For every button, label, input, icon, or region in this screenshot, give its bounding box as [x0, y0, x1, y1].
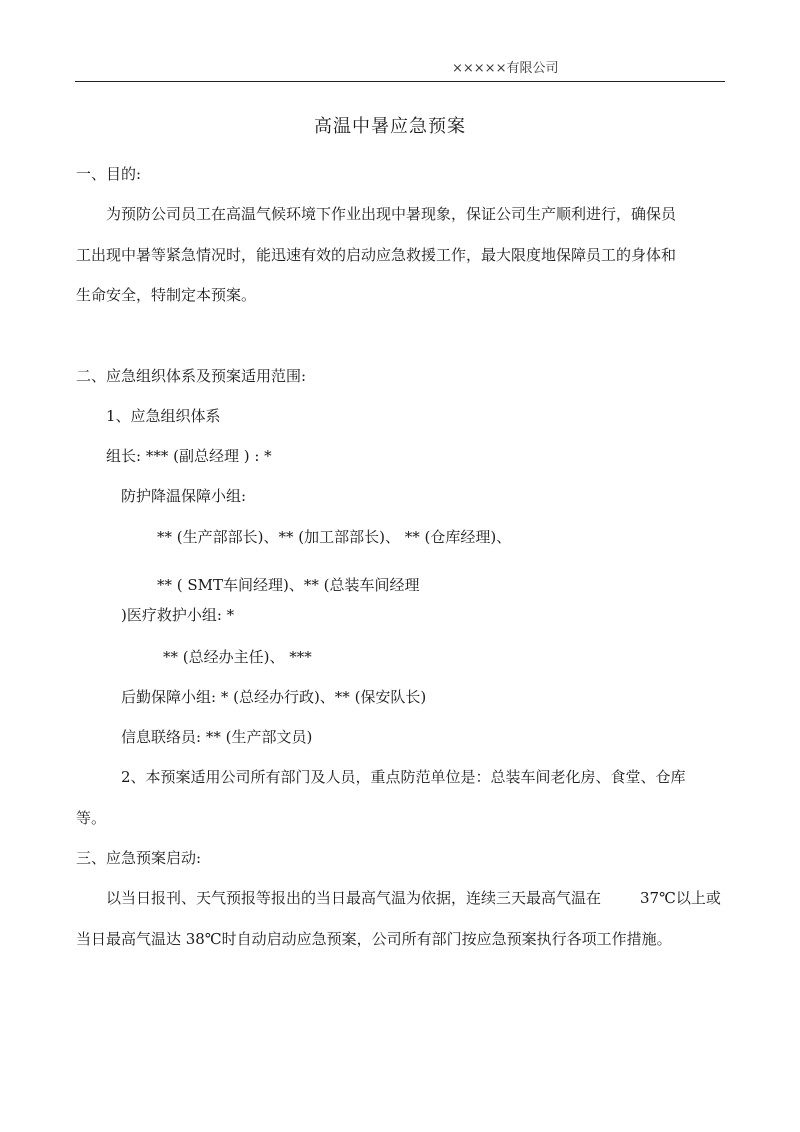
header-rule — [75, 81, 725, 82]
medical-group-label: )医疗救护小组: * — [121, 606, 235, 624]
document-title: 高温中暑应急预案 — [314, 116, 466, 137]
medical-group-members: ** (总经办主任)、 *** — [163, 648, 312, 666]
cooling-group-label: 防护降温保障小组: — [121, 487, 247, 505]
section-2-subheading-1: 1、应急组织体系 — [106, 407, 221, 425]
cooling-group-members-1: ** (生产部部长)、** (加工部部长)、 ** (仓库经理)、 — [157, 528, 512, 546]
section-1-paragraph-line-2: 工出现中暑等紧急情况时，能迅速有效的启动应急救援工作，最大限度地保障员工的身体和 — [76, 246, 677, 264]
logistics-group-line: 后勤保障小组: * (总经办行政)、** (保安队长) — [121, 688, 427, 706]
section-2-subheading-2-line-2: 等。 — [76, 809, 107, 827]
section-3-paragraph-line-2: 当日最高气温达 38℃时自动启动应急预案，公司所有部门按应急预案执行各项工作措施。 — [76, 930, 672, 948]
section-2-heading: 二、应急组织体系及预案适用范围: — [76, 367, 307, 385]
cooling-group-members-2: ** ( SMT车间经理)、** (总装车间经理 — [157, 576, 420, 594]
section-1-paragraph-line-3: 生命安全，特制定本预案。 — [76, 286, 257, 304]
section-3-heading: 三、应急预案启动: — [76, 849, 202, 867]
section-3-paragraph-line-1b: 37℃以上或 — [640, 889, 721, 907]
section-1-heading: 一、目的: — [76, 165, 142, 183]
leader-line: 组长: *** (副总经理 ) : * — [106, 447, 272, 465]
section-2-subheading-2-line-1: 2、本预案适用公司所有部门及人员，重点防范单位是：总装车间老化房、食堂、仓库 — [121, 768, 686, 786]
liaison-line: 信息联络员: ** (生产部文员) — [121, 728, 313, 746]
section-1-paragraph-line-1: 为预防公司员工在高温气候环境下作业出现中暑现象，保证公司生产顺利进行，确保员 — [106, 205, 677, 223]
page-header-company: ×××××有限公司 — [452, 61, 559, 76]
section-3-paragraph-line-1a: 以当日报刊、天气预报等报出的当日最高气温为依据，连续三天最高气温在 — [106, 889, 602, 907]
